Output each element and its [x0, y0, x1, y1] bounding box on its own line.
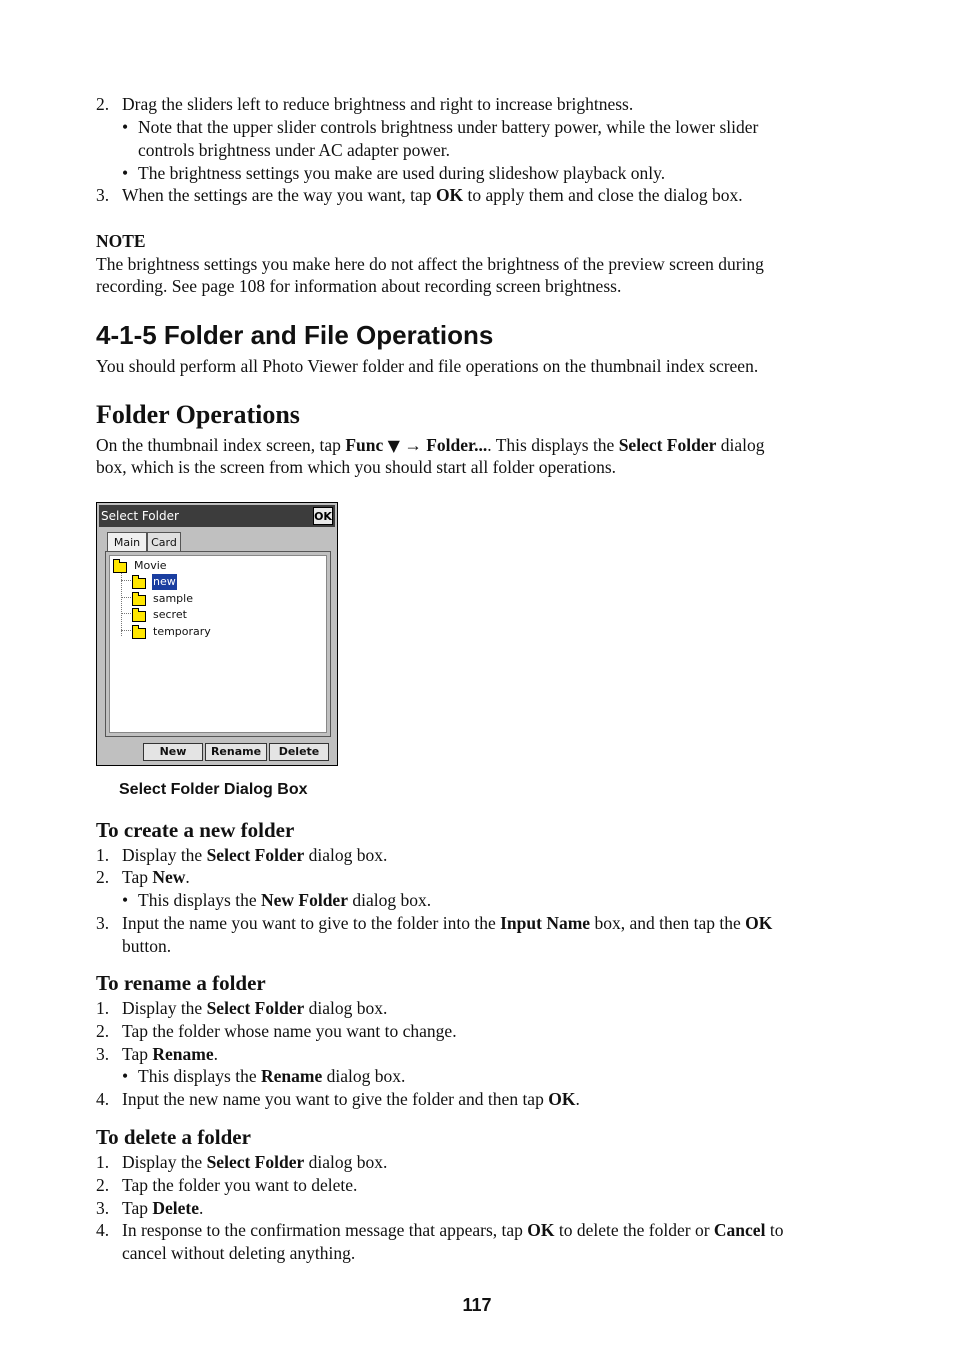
step-text: Display the Select Folder dialog box. — [122, 998, 388, 1018]
delete-button[interactable]: Delete — [269, 743, 329, 761]
section-heading: 4-1-5 Folder and File Operations — [96, 320, 494, 350]
step-number: 3. — [96, 185, 110, 205]
step-number: 4. — [96, 1089, 110, 1109]
triangle-down-icon: ▼ — [387, 436, 400, 455]
note-text: The brightness settings you make here do not affect the brightness of the preview screen during — [96, 254, 764, 274]
rename-button[interactable]: Rename — [205, 743, 267, 761]
step-text: Display the Select Folder dialog box. — [122, 845, 388, 865]
tab-card[interactable]: Card — [147, 532, 181, 552]
step-number: 3. — [96, 1198, 110, 1218]
step-number: 2. — [96, 1175, 110, 1195]
delete-heading: To delete a folder — [96, 1125, 251, 1149]
bullet-dot: • — [122, 163, 129, 183]
figure-caption: Select Folder Dialog Box — [119, 781, 308, 798]
bullet-dot: • — [122, 890, 129, 910]
step-text: Drag the sliders left to reduce brightness and right to increase brightness. — [122, 94, 634, 114]
create-heading: To create a new folder — [96, 818, 295, 842]
step-text: button. — [122, 936, 172, 956]
tree-connector — [121, 580, 131, 581]
paragraph: box, which is the screen from which you should start all folder operations. — [96, 457, 617, 477]
step-text: Display the Select Folder dialog box. — [122, 1152, 388, 1172]
bullet-text: Note that the upper slider controls brightness under battery power, while the lower slider — [138, 117, 759, 137]
step-text: Tap Rename. — [122, 1044, 218, 1064]
step-text: Tap the folder whose name you want to change. — [122, 1021, 457, 1041]
tree-connector — [121, 572, 122, 636]
step-number: 1. — [96, 998, 110, 1018]
step-number: 3. — [96, 913, 110, 933]
tree-connector — [121, 613, 131, 614]
tab-main[interactable]: Main — [107, 532, 147, 552]
bullet-text: This displays the New Folder dialog box. — [138, 890, 432, 910]
dialog-title-bar — [99, 505, 335, 527]
step-text: Tap the folder you want to delete. — [122, 1175, 358, 1195]
bullet-text: The brightness settings you make are used during slideshow playback only. — [138, 163, 666, 183]
tree-node-label: temporary — [153, 625, 211, 638]
step-number: 3. — [96, 1044, 110, 1064]
select-folder-dialog — [96, 502, 338, 766]
step-number: 2. — [96, 1021, 110, 1041]
step-number: 4. — [96, 1220, 110, 1240]
ok-button[interactable]: OK — [313, 507, 333, 525]
bullet-text: This displays the Rename dialog box. — [138, 1066, 406, 1086]
folder-icon — [132, 628, 146, 639]
note-title: NOTE — [96, 231, 146, 251]
bullet-text: controls brightness under AC adapter power. — [138, 140, 451, 160]
subsection-heading: Folder Operations — [96, 400, 300, 429]
bullet-dot: • — [122, 1066, 129, 1086]
folder-tree-frame — [105, 551, 331, 737]
step-text: Tap New. — [122, 867, 190, 887]
bullet-dot: • — [122, 117, 129, 137]
tree-connector — [121, 630, 131, 631]
rename-heading: To rename a folder — [96, 971, 266, 995]
folder-tree[interactable] — [109, 555, 327, 733]
step-text: cancel without deleting anything. — [122, 1243, 356, 1263]
note-text: recording. See page 108 for information about recording screen brightness. — [96, 276, 622, 296]
folder-icon — [132, 611, 146, 622]
dialog-title: Select Folder — [101, 509, 179, 523]
tree-node-label: secret — [153, 608, 187, 621]
new-button[interactable]: New — [143, 743, 203, 761]
step-text: Tap Delete. — [122, 1198, 204, 1218]
paragraph: On the thumbnail index screen, tap Func ▼ → Folder.... This displays the Select Folder dialog — [96, 435, 765, 455]
step-text: When the settings are the way you want, tap OK to apply them and close the dialog box. — [122, 185, 743, 205]
step-number: 1. — [96, 845, 110, 865]
arrow-right-icon: → — [404, 435, 422, 455]
step-number: 1. — [96, 1152, 110, 1172]
folder-icon — [113, 562, 127, 573]
tree-connector — [121, 597, 131, 598]
step-text: In response to the confirmation message that appears, tap OK to delete the folder or Cancel to — [122, 1220, 784, 1240]
step-number: 2. — [96, 867, 110, 887]
step-text: Input the name you want to give to the folder into the Input Name box, and then tap the OK — [122, 913, 773, 933]
step-number: 2. — [96, 94, 110, 114]
folder-icon — [132, 595, 146, 606]
tree-node-label-selected: new — [153, 575, 176, 588]
step-text: Input the new name you want to give the folder and then tap OK. — [122, 1089, 580, 1109]
folder-icon — [132, 578, 146, 589]
page-number: 117 — [462, 1295, 492, 1315]
tree-node-label: Movie — [134, 559, 167, 572]
section-intro: You should perform all Photo Viewer folder and file operations on the thumbnail index screen. — [96, 356, 759, 376]
tree-node-label: sample — [153, 592, 193, 605]
